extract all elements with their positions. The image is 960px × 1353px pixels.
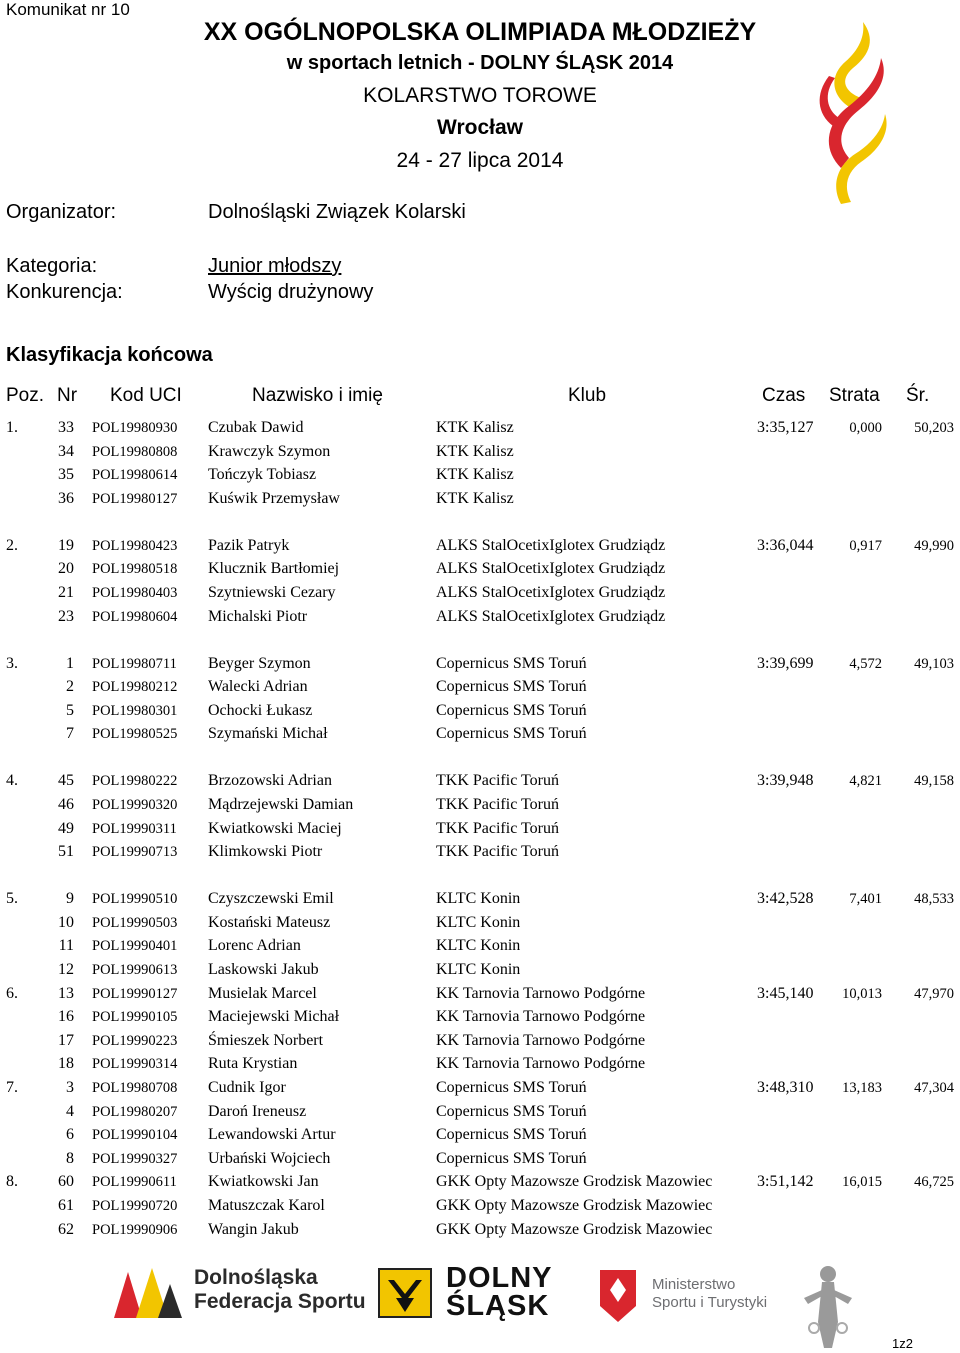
result-row [0, 1032, 960, 1056]
team-position: 1. [6, 419, 18, 436]
rider-number: 5 [66, 701, 74, 719]
competition-value: Wyścig drużynowy [208, 281, 374, 303]
rider-number: 17 [58, 1031, 74, 1049]
rider-name: Brzozowski Adrian [208, 772, 332, 790]
rider-club: Copernicus SMS Toruń [436, 654, 587, 672]
team-position: 4. [6, 772, 18, 790]
team-time: 3:35,127 [757, 419, 814, 436]
rider-club: GKK Opty Mazowsze Grodzisk Mazowiec [436, 1197, 713, 1214]
team-average-speed: 47,304 [914, 1080, 954, 1096]
rider-uci-code: POL19980808 [92, 443, 178, 460]
rider-uci-code: POL19990906 [92, 1221, 178, 1238]
result-row [0, 608, 960, 632]
rider-uci-code: POL19980212 [92, 679, 178, 696]
team-time-loss: 4,821 [849, 773, 882, 790]
rider-number: 35 [58, 466, 74, 484]
ministry-emblem-icon [596, 1266, 640, 1324]
rider-name: Szymański Michał [208, 725, 328, 743]
rider-uci-code: POL19980614 [92, 467, 178, 484]
team-time-loss: 0,000 [849, 420, 882, 436]
rider-number: 7 [66, 725, 74, 743]
ministry-logo-line1: Ministerstwo [652, 1276, 736, 1293]
rider-club: GKK Opty Mazowsze Grodzisk Mazowiec [436, 1220, 713, 1238]
result-row [0, 820, 960, 844]
rider-name: Szytniewski Cezary [208, 584, 336, 601]
rider-uci-code: POL19990314 [92, 1056, 178, 1073]
team-time: 3:36,044 [757, 536, 814, 554]
rider-uci-code: POL19990311 [92, 820, 177, 837]
rider-uci-code: POL19980301 [92, 702, 178, 719]
section-title: Klasyfikacja końcowa [6, 344, 213, 366]
rider-number: 13 [58, 984, 74, 1002]
rider-number: 61 [58, 1197, 74, 1214]
rider-name: Klucznik Bartłomiej [208, 560, 340, 578]
rider-name: Śmieszek Norbert [208, 1031, 324, 1049]
result-row [0, 1126, 960, 1150]
rider-uci-code: POL19980423 [92, 537, 178, 554]
col-header-club: Klub [568, 385, 607, 406]
rider-uci-code: POL19980127 [92, 490, 178, 507]
footer-logos [0, 1258, 960, 1353]
result-row [0, 1197, 960, 1221]
rider-number: 23 [58, 607, 74, 625]
rider-name: Lorenc Adrian [208, 937, 301, 955]
team-average-speed: 50,203 [914, 420, 954, 436]
rider-number: 19 [58, 536, 74, 554]
rider-uci-code: POL19980930 [92, 420, 178, 436]
rider-club: ALKS StalOcetixIglotex Grudziądz [436, 536, 666, 554]
rider-name: Ruta Krystian [208, 1055, 298, 1073]
result-row [0, 1173, 960, 1197]
dolny-slask-logo-line2: ŚLĄSK [446, 1290, 550, 1322]
rider-uci-code: POL19980711 [92, 655, 177, 672]
rider-club: KTK Kalisz [436, 489, 514, 507]
result-row [0, 843, 960, 867]
rider-club: KLTC Konin [436, 890, 521, 908]
team-time-loss: 4,572 [849, 655, 882, 672]
team-time: 3:39,948 [757, 772, 814, 790]
rider-uci-code: POL19990720 [92, 1198, 178, 1214]
result-row [0, 1008, 960, 1032]
result-row [0, 914, 960, 938]
team-average-speed: 46,725 [914, 1174, 954, 1191]
rider-name: Laskowski Jakub [208, 961, 319, 978]
dfs-logo-line2: Federacja Sportu [194, 1290, 366, 1313]
competition-label: Konkurencja: [6, 281, 123, 303]
rider-number: 51 [58, 843, 74, 861]
rider-number: 11 [58, 937, 74, 955]
discipline: KOLARSTWO TOROWE [363, 84, 597, 107]
rider-name: Urbański Wojciech [208, 1149, 331, 1167]
rider-club: KTK Kalisz [436, 466, 514, 484]
result-row [0, 678, 960, 702]
rider-club: Copernicus SMS Toruń [436, 701, 587, 719]
rider-club: ALKS StalOcetixIglotex Grudziądz [436, 607, 666, 625]
result-row [0, 1055, 960, 1079]
rider-name: Krawczyk Szymon [208, 442, 331, 460]
rider-number: 33 [58, 419, 74, 436]
rider-number: 6 [66, 1126, 74, 1144]
rider-number: 9 [66, 890, 74, 908]
rider-name: Michalski Piotr [208, 607, 308, 625]
rider-club: KK Tarnovia Tarnowo Podgórne [436, 1008, 646, 1026]
rider-club: KK Tarnovia Tarnowo Podgórne [436, 1055, 646, 1073]
result-row [0, 961, 960, 985]
rider-name: Kostański Mateusz [208, 913, 331, 931]
result-row [0, 490, 960, 514]
result-row [0, 560, 960, 584]
result-row [0, 466, 960, 490]
team-time-loss: 7,401 [849, 891, 882, 908]
dfs-logo-line1: Dolnośląska [194, 1266, 318, 1289]
communique-number: Komunikat nr 10 [6, 0, 130, 19]
rider-name: Daroń Ireneusz [208, 1102, 307, 1120]
col-header-nr: Nr [57, 385, 78, 406]
rider-number: 8 [66, 1149, 74, 1167]
result-row [0, 725, 960, 749]
rider-uci-code: POL19990613 [92, 962, 178, 978]
organizer-value: Dolnośląski Związek Kolarski [208, 201, 466, 223]
team-position: 3. [6, 654, 18, 672]
rider-club: Copernicus SMS Toruń [436, 678, 587, 696]
category-label: Kategoria: [6, 255, 98, 277]
rider-name: Matuszczak Karol [208, 1197, 325, 1214]
rider-number: 46 [58, 796, 74, 813]
rider-club: TKK Pacific Toruń [436, 796, 559, 813]
category-value: Junior młodszy [208, 255, 342, 277]
result-row [0, 655, 960, 679]
result-row [0, 1103, 960, 1127]
rider-club: KLTC Konin [436, 937, 521, 955]
rider-number: 36 [58, 489, 74, 507]
rider-number: 18 [58, 1055, 74, 1073]
rider-name: Walecki Adrian [208, 678, 308, 696]
result-row [0, 796, 960, 820]
page-number: 1z2 [892, 1336, 913, 1351]
rider-club: KLTC Konin [436, 961, 521, 978]
rider-club: Copernicus SMS Toruń [436, 1126, 587, 1144]
team-time: 3:42,528 [757, 890, 814, 908]
dfs-logo-icon [108, 1264, 188, 1324]
rider-club: Copernicus SMS Toruń [436, 725, 587, 743]
rider-uci-code: POL19990320 [92, 797, 178, 813]
rider-uci-code: POL19990104 [92, 1127, 178, 1144]
team-average-speed: 49,103 [914, 655, 954, 672]
rider-number: 12 [58, 961, 74, 978]
rider-uci-code: POL19980525 [92, 726, 178, 743]
team-average-speed: 47,970 [914, 985, 954, 1002]
rider-uci-code: POL19990503 [92, 914, 178, 931]
rider-name: Pazik Patryk [208, 536, 290, 554]
rider-club: ALKS StalOcetixIglotex Grudziądz [436, 584, 666, 601]
rider-name: Lewandowski Artur [208, 1126, 336, 1144]
team-average-speed: 48,533 [914, 891, 954, 908]
rider-uci-code: POL19990510 [92, 891, 178, 908]
rider-name: Beyger Szymon [208, 654, 311, 672]
rider-name: Musielak Marcel [208, 984, 317, 1002]
rider-number: 45 [58, 772, 74, 790]
team-position: 2. [6, 536, 18, 554]
rider-name: Cudnik Igor [208, 1079, 286, 1096]
rider-name: Kwiatkowski Jan [208, 1173, 319, 1191]
team-time-loss: 13,183 [842, 1080, 882, 1096]
rider-club: Copernicus SMS Toruń [436, 1079, 587, 1096]
col-header-uci: Kod UCI [110, 385, 182, 406]
rider-uci-code: POL19980403 [92, 585, 178, 601]
rider-uci-code: POL19980604 [92, 608, 178, 625]
ministry-logo-line2: Sportu i Turystyki [652, 1294, 768, 1311]
result-row [0, 584, 960, 608]
rider-club: ALKS StalOcetixIglotex Grudziądz [436, 560, 666, 578]
rider-uci-code: POL19990713 [92, 844, 178, 861]
city: Wrocław [437, 116, 523, 139]
rider-number: 16 [58, 1008, 74, 1026]
result-row [0, 537, 960, 561]
rider-number: 4 [66, 1102, 74, 1120]
rider-club: TKK Pacific Toruń [436, 819, 559, 837]
rider-club: Copernicus SMS Toruń [436, 1102, 587, 1120]
rider-name: Tończyk Tobiasz [208, 466, 317, 484]
rider-name: Kuświk Przemysław [208, 489, 340, 507]
result-row [0, 443, 960, 467]
rider-uci-code: POL19990127 [92, 985, 178, 1002]
rider-club: KTK Kalisz [436, 442, 514, 460]
rider-uci-code: POL19990401 [92, 938, 178, 955]
team-average-speed: 49,158 [914, 773, 954, 790]
result-row [0, 1221, 960, 1245]
rider-club: Copernicus SMS Toruń [436, 1149, 587, 1167]
rider-uci-code: POL19990611 [92, 1174, 177, 1191]
team-time-loss: 16,015 [842, 1174, 882, 1191]
result-row [0, 890, 960, 914]
result-row [0, 772, 960, 796]
team-time: 3:45,140 [757, 984, 814, 1002]
col-header-name: Nazwisko i imię [252, 385, 383, 406]
team-time-loss: 0,917 [849, 537, 882, 554]
rider-number: 3 [66, 1079, 74, 1096]
event-subtitle: w sportach letnich - DOLNY ŚLĄSK 2014 [286, 52, 674, 74]
team-position: 5. [6, 890, 18, 908]
team-time-loss: 10,013 [842, 985, 882, 1002]
organizer-label: Organizator: [6, 201, 117, 223]
olympiad-flame-logo [805, 18, 895, 208]
coat-of-arms-icon [378, 1268, 432, 1318]
olympic-statue-icon [798, 1262, 858, 1352]
rider-club: KTK Kalisz [436, 419, 514, 436]
rider-number: 60 [58, 1173, 74, 1191]
col-header-loss: Strata [829, 385, 880, 406]
rider-number: 62 [58, 1220, 74, 1238]
rider-name: Mądrzejewski Damian [208, 796, 354, 813]
result-row [0, 1079, 960, 1103]
event-title: XX OGÓLNOPOLSKA OLIMPIADA MŁODZIEŻY [203, 18, 757, 46]
rider-uci-code: POL19990223 [92, 1032, 178, 1049]
rider-number: 20 [58, 560, 74, 578]
team-position: 6. [6, 984, 18, 1002]
rider-name: Czubak Dawid [208, 419, 304, 436]
rider-club: TKK Pacific Toruń [436, 772, 559, 790]
rider-uci-code: POL19980518 [92, 561, 178, 578]
rider-name: Wangin Jakub [208, 1220, 299, 1238]
col-header-time: Czas [762, 385, 806, 406]
rider-uci-code: POL19990327 [92, 1150, 178, 1167]
team-time: 3:51,142 [757, 1173, 814, 1191]
result-row [0, 702, 960, 726]
team-time: 3:39,699 [757, 654, 814, 672]
rider-number: 2 [66, 678, 74, 696]
rider-number: 34 [58, 442, 74, 460]
team-time: 3:48,310 [757, 1079, 814, 1096]
result-row [0, 985, 960, 1009]
result-row [0, 1150, 960, 1174]
col-header-poz: Poz. [6, 385, 45, 406]
rider-uci-code: POL19980207 [92, 1103, 178, 1120]
rider-number: 21 [58, 584, 74, 601]
rider-number: 49 [58, 819, 74, 837]
rider-number: 10 [58, 913, 74, 931]
rider-uci-code: POL19990105 [92, 1009, 178, 1026]
rider-club: KK Tarnovia Tarnowo Podgórne [436, 1031, 646, 1049]
result-row [0, 937, 960, 961]
rider-uci-code: POL19980708 [92, 1080, 178, 1096]
rider-name: Klimkowski Piotr [208, 843, 323, 861]
rider-club: TKK Pacific Toruń [436, 843, 559, 861]
col-header-avg: Śr. [906, 385, 930, 406]
rider-name: Ochocki Łukasz [208, 701, 313, 719]
rider-name: Czyszczewski Emil [208, 890, 334, 908]
event-dates: 24 - 27 lipca 2014 [396, 149, 564, 172]
rider-uci-code: POL19980222 [92, 773, 178, 790]
rider-club: KLTC Konin [436, 913, 521, 931]
rider-name: Kwiatkowski Maciej [208, 819, 342, 837]
dolny-slask-logo-line1: DOLNY [446, 1262, 553, 1294]
rider-club: KK Tarnovia Tarnowo Podgórne [436, 984, 646, 1002]
rider-number: 1 [66, 654, 74, 672]
team-position: 8. [6, 1173, 18, 1191]
rider-name: Maciejewski Michał [208, 1008, 340, 1026]
team-position: 7. [6, 1079, 18, 1096]
team-average-speed: 49,990 [914, 537, 954, 554]
rider-club: GKK Opty Mazowsze Grodzisk Mazowiec [436, 1173, 713, 1191]
result-row [0, 419, 960, 443]
